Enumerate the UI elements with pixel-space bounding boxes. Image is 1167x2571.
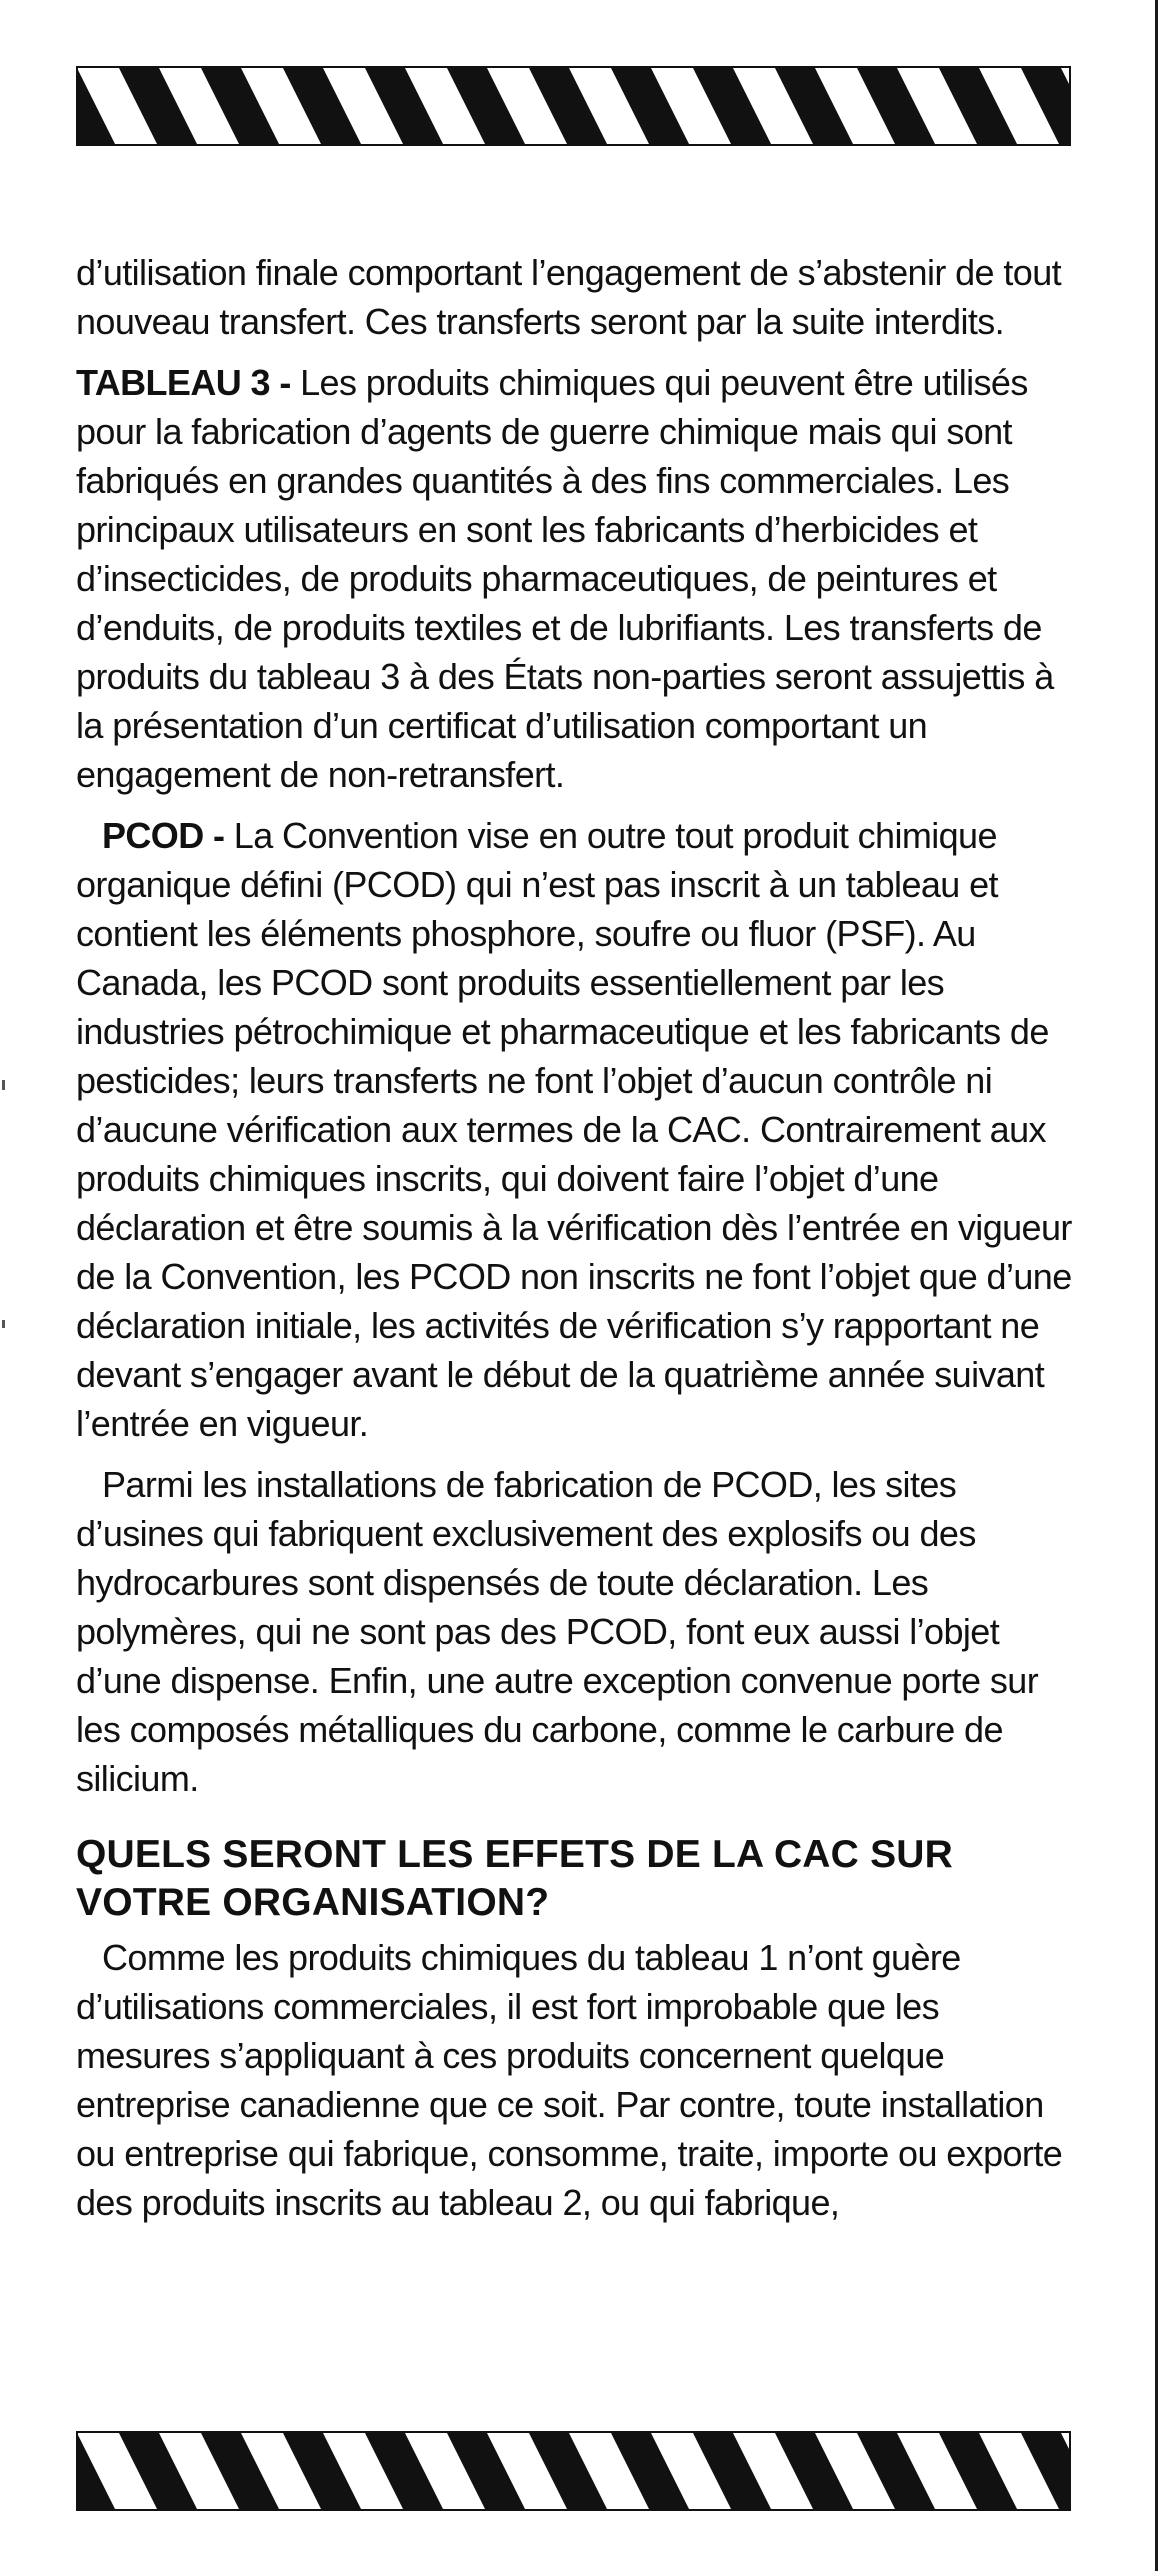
stripe-bar: [200, 2431, 280, 2511]
stripe-bar: [446, 66, 526, 146]
stripe-bar: [364, 2431, 444, 2511]
stripe-bar: [446, 2431, 526, 2511]
stripe-bar: [856, 66, 936, 146]
hazard-stripe-bottom-graphic: [76, 2431, 1071, 2511]
hazard-stripe-bottom: [76, 2431, 1071, 2511]
stripe-bar: [118, 66, 198, 146]
stripe-bar: [528, 2431, 608, 2511]
stripe-bar: [1020, 66, 1071, 146]
stripe-bar: [610, 2431, 690, 2511]
stripe-bar: [610, 66, 690, 146]
paragraph-lead: TABLEAU 3 -: [76, 362, 291, 403]
paragraph-exemptions: Parmi les installations de fabrication de PCOD, les sites d’usines qui fabriquent exclusivement des explosifs ou des hydrocarbures sont dispensés de toute déclaration. Les polymères, qui ne sont pas des PCOD, font eux aussi l’objet d’une dispense. Enfin, une autre exception convenue porte sur les composés métalliques du carbone, comme le carbure de silicium.: [76, 1464, 1039, 1799]
stripe-bar: [938, 66, 1018, 146]
stripe-bar: [76, 2431, 116, 2511]
paragraph-lead: PCOD -: [102, 815, 225, 856]
stripe-bar: [364, 66, 444, 146]
stripe-bar: [856, 2431, 936, 2511]
stripe-bar: [774, 66, 854, 146]
stripe-bar: [282, 2431, 362, 2511]
stripe-bar: [774, 2431, 854, 2511]
paragraph-pcod: PCOD - La Convention vise en outre tout produit chimique organique défini (PCOD) qui n’est pas inscrit à un tableau et contient les éléments phosphore, soufre ou fluor (PSF). Au Canada, les PCOD sont produits essentiellement par les industries pétrochimique et pharmaceutique et les fabricants de pesticides; leurs transferts ne font l’objet d’aucun contrôle ni d’aucune vérification aux termes de la CAC. Contrairement aux produits chimiques inscrits, qui doivent faire l’objet d’une déclaration et être soumis à la vérification dès l’entrée en vigueur de la Convention, les PCOD non inscrits ne font l’objet que d’une déclaration initiale, les activités de vérification s’y rapportant ne devant s’engager avant le début de la quatrième année suivant l’entrée en vigueur.: [76, 815, 1072, 1444]
stripe-bar: [282, 66, 362, 146]
page-right-border: [1155, 0, 1158, 2571]
stripe-bar: [1020, 2431, 1071, 2511]
paragraph-tableau-3: TABLEAU 3 - Les produits chimiques qui peuvent être utilisés pour la fabrication d’agents de guerre chimique mais qui sont fabriqués en grandes quantités à des fins commerciales. Les principaux utilisateurs en sont les fabricants d’herbicides et d’insecticides, de produits pharmaceutiques, de peintures et d’enduits, de produits textiles et de lubrifiants. Les transferts de produits du tableau 3 à des États non-parties seront assujettis à la présentation d’un certificat d’utilisation comportant un engagement de non-retransfert.: [76, 362, 1054, 795]
stripe-bar: [528, 66, 608, 146]
stripe-bar: [118, 2431, 198, 2511]
stripe-bar: [692, 66, 772, 146]
article-body: [76, 248, 1076, 2239]
stripe-bar: [938, 2431, 1018, 2511]
scan-artifact: [2, 1080, 5, 1090]
section-heading: QUELS SERONT LES EFFETS DE LA CAC SUR VOTRE ORGANISATION?: [76, 1833, 954, 1924]
paragraph-effects: Comme les produits chimiques du tableau 1 n’ont guère d’utilisations commerciales, il est fort improbable que les mesures s’appliquant à ces produits concernent quelque entreprise canadienne que ce soit. Par contre, toute installation ou entreprise qui fabrique, consomme, traite, importe ou exporte des produits inscrits au tableau 2, ou qui fabrique,: [76, 1937, 1063, 2223]
hazard-stripe-top: [76, 66, 1071, 146]
paragraph-continuation: d’utilisation finale comportant l’engagement de s’abstenir de tout nouveau transfert. Ces transferts seront par la suite interdits.: [76, 252, 1062, 342]
scan-artifact: [2, 1320, 5, 1328]
stripe-bar: [692, 2431, 772, 2511]
stripe-bar: [76, 66, 116, 146]
stripe-bar: [200, 66, 280, 146]
hazard-stripe-top-graphic: [76, 66, 1071, 146]
